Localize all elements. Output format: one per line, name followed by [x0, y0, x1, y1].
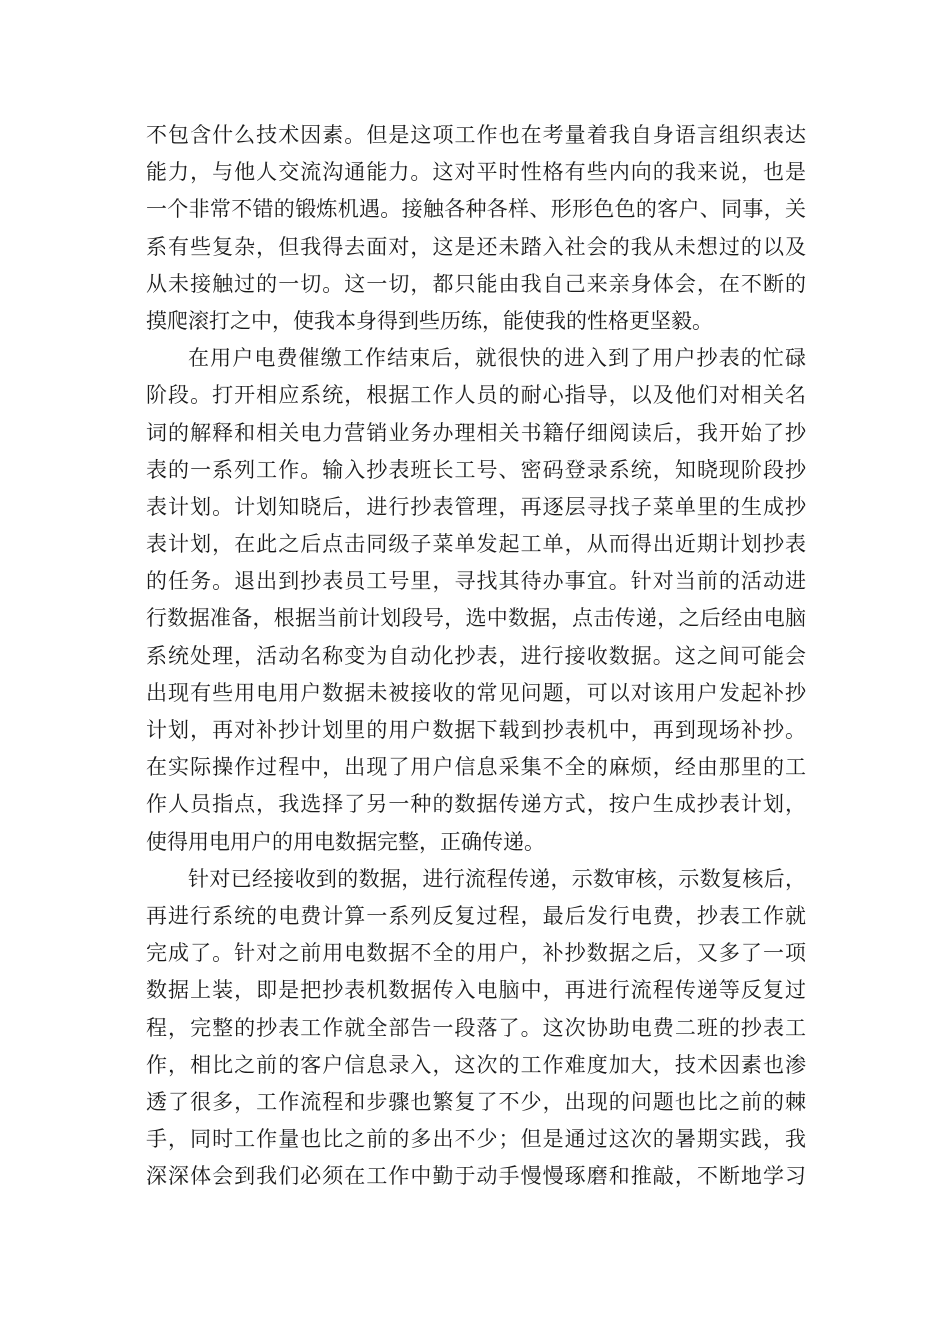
text-line: 阶段。打开相应系统，根据工作人员的耐心指导，以及他们对相关名 [146, 383, 806, 408]
text-line: 完成了。针对之前用电数据不全的用户，补抄数据之后，又多了一项 [146, 941, 806, 966]
text-line: 程，完整的抄表工作就全部告一段落了。这次协助电费二班的抄表工 [146, 1015, 806, 1040]
text-line: 手，同时工作量也比之前的多出不少；但是通过这次的暑期实践，我 [146, 1127, 806, 1152]
text-line: 数据上装，即是把抄表机数据传入电脑中，再进行流程传递等反复过 [146, 978, 806, 1003]
text-line: 的任务。退出到抄表员工号里，寻找其待办事宜。针对当前的活动进 [146, 569, 806, 594]
text-line: 再进行系统的电费计算一系列反复过程，最后发行电费，抄表工作就 [146, 903, 806, 928]
text-line: 作，相比之前的客户信息录入，这次的工作难度加大，技术因素也渗 [146, 1052, 806, 1077]
paragraph-start-line: 在用户电费催缴工作结束后，就很快的进入到了用户抄表的忙碌 [188, 346, 806, 371]
text-line: 能力，与他人交流沟通能力。这对平时性格有些内向的我来说，也是 [146, 160, 806, 185]
text-line: 行数据准备，根据当前计划段号，选中数据，点击传递，之后经由电脑 [146, 606, 806, 631]
text-line: 词的解释和相关电力营销业务办理相关书籍仔细阅读后，我开始了抄 [146, 420, 806, 445]
text-line: 摸爬滚打之中，使我本身得到些历练，能使我的性格更坚毅。 [146, 308, 713, 333]
text-line: 作人员指点，我选择了另一种的数据传递方式，按户生成抄表计划， [146, 792, 806, 817]
text-line: 深深体会到我们必须在工作中勤于动手慢慢琢磨和推敲，不断地学习 [146, 1164, 806, 1189]
text-line: 系统处理，活动名称变为自动化抄表，进行接收数据。这之间可能会 [146, 643, 806, 668]
body-text [146, 117, 806, 1195]
text-line: 计划，再对补抄计划里的用户数据下载到抄表机中，再到现场补抄。 [146, 718, 806, 742]
paragraph-start-line: 针对已经接收到的数据，进行流程传递，示数审核，示数复核后， [188, 866, 806, 891]
text-line: 表计划，在此之后点击同级子菜单发起工单，从而得出近期计划抄表 [146, 532, 806, 557]
text-line: 从未接触过的一切。这一切，都只能由我自己来亲身体会，在不断的 [146, 271, 806, 296]
text-line: 不包含什么技术因素。但是这项工作也在考量着我自身语言组织表达 [146, 123, 806, 147]
text-line: 表计划。计划知晓后，进行抄表管理，再逐层寻找子菜单里的生成抄 [146, 494, 806, 519]
text-line: 透了很多，工作流程和步骤也繁复了不少，出现的问题也比之前的棘 [146, 1089, 806, 1114]
text-line: 使得用电用户的用电数据完整，正确传递。 [146, 829, 545, 854]
text-line: 表的一系列工作。输入抄表班长工号、密码登录系统，知晓现阶段抄 [146, 457, 806, 482]
text-line: 出现有些用电用户数据未被接收的常见问题，可以对该用户发起补抄 [146, 680, 806, 705]
text-line: 系有些复杂，但我得去面对，这是还未踏入社会的我从未想过的以及 [146, 234, 806, 259]
text-line: 在实际操作过程中，出现了用户信息采集不全的麻烦，经由那里的工 [146, 755, 806, 780]
text-line: 一个非常不错的锻炼机遇。接触各种各样、形形色色的客户、同事，关 [146, 197, 806, 222]
